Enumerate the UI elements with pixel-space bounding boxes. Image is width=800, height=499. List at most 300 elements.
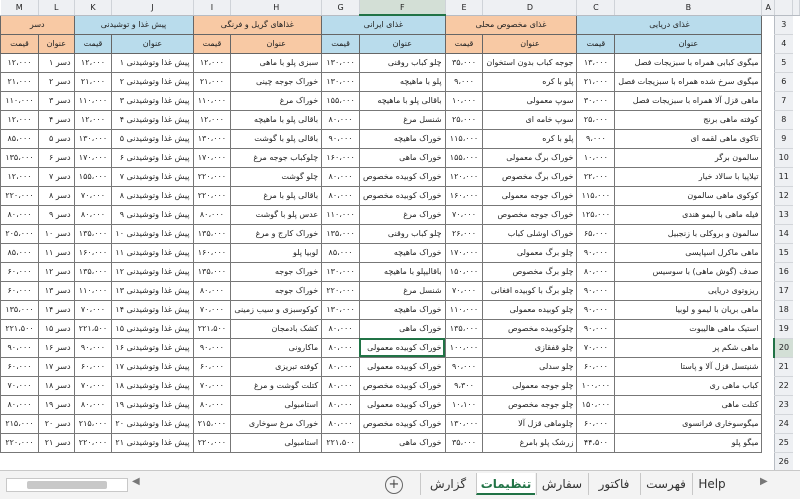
price-cell[interactable]: ۶۰،۰۰۰ — [193, 357, 231, 376]
row-header-20[interactable]: 20 — [774, 338, 792, 357]
empty-cell[interactable] — [322, 452, 360, 470]
row-header-7[interactable]: 7 — [774, 91, 792, 110]
title-cell[interactable]: پیش غذا وتوشیدنی ۱۴ — [112, 300, 193, 319]
title-cell[interactable]: سوپ خامه ای — [483, 110, 577, 129]
title-cell[interactable]: سالمون و بروکلی با زنجبیل — [615, 224, 762, 243]
price-cell[interactable]: ۲۵،۰۰۰ — [577, 110, 615, 129]
price-cell[interactable]: ۱۳۰،۰۰۰ — [322, 72, 360, 91]
title-cell[interactable]: ماهی شکم پر — [615, 338, 762, 357]
price-cell[interactable]: ۳۵،۰۰۰ — [445, 53, 483, 72]
price-cell[interactable]: ۱۰۰،۰۰۰ — [577, 376, 615, 395]
title-cell[interactable]: پیش غذا وتوشیدنی ۱۳ — [112, 281, 193, 300]
title-cell[interactable]: پیش غذا وتوشیدنی ۱۶ — [112, 338, 193, 357]
title-cell[interactable]: چلو کوبیده معمولی — [483, 300, 577, 319]
price-cell[interactable]: ۱۲۵،۰۰۰ — [577, 205, 615, 224]
price-cell[interactable]: ۷۰،۰۰۰ — [74, 376, 112, 395]
column-header-b[interactable]: B — [615, 0, 762, 15]
price-cell[interactable]: ۲۲۰،۰۰۰ — [322, 281, 360, 300]
column-header-k[interactable]: K — [74, 0, 112, 15]
price-cell[interactable]: ۱۵۵،۰۰۰ — [74, 167, 112, 186]
price-cell[interactable]: ۲۲۰،۰۰۰ — [74, 433, 112, 452]
title-cell[interactable]: پیش غذا وتوشیدنی ۱۸ — [112, 376, 193, 395]
column-header-d[interactable]: D — [483, 0, 577, 15]
price-cell[interactable]: ۹۰،۰۰۰ — [577, 281, 615, 300]
price-cell[interactable]: ۱۶۰،۰۰۰ — [74, 243, 112, 262]
title-cell[interactable]: پیش غذا وتوشیدنی ۵ — [112, 129, 193, 148]
price-cell[interactable]: ۲۱،۰۰۰ — [577, 72, 615, 91]
price-cell[interactable]: ۱۶۰،۰۰۰ — [445, 186, 483, 205]
title-cell[interactable]: دسر ۱ — [39, 53, 75, 72]
title-cell[interactable]: دسر ۹ — [39, 205, 75, 224]
title-cell[interactable]: چلوکوبیده مخصوص — [483, 319, 577, 338]
price-cell[interactable]: ۱۵۵،۰۰۰ — [322, 91, 360, 110]
price-cell[interactable]: ۱۱۵،۰۰۰ — [445, 129, 483, 148]
title-cell[interactable]: کشک بادمجان — [231, 319, 322, 338]
title-cell[interactable]: خوراک برگ مخصوص — [483, 167, 577, 186]
title-cell[interactable]: چلوکباب جوجه مرغ — [231, 148, 322, 167]
title-cell[interactable]: خوراک کوبیده مخصوص — [359, 414, 445, 433]
price-cell[interactable]: ۱۳۵،۰۰۰ — [74, 262, 112, 281]
title-cell[interactable]: دسر ۱۳ — [39, 281, 75, 300]
title-cell[interactable]: میگوی کبابی همراه با سبزیجات فصل — [615, 53, 762, 72]
row-header-22[interactable]: 22 — [774, 376, 792, 395]
price-cell[interactable]: ۲۵،۰۰۰ — [445, 110, 483, 129]
title-cell[interactable]: خوراک ماهیچه — [359, 300, 445, 319]
title-cell[interactable]: خوراک مرغ — [359, 205, 445, 224]
price-cell[interactable]: ۱۳۰،۰۰۰ — [322, 262, 360, 281]
title-cell[interactable]: باقالی پلو با ماهیچه — [359, 91, 445, 110]
price-cell[interactable]: ۱۳،۰۰۰ — [577, 53, 615, 72]
price-cell[interactable]: ۱۲۰،۰۰۰ — [445, 167, 483, 186]
empty-cell[interactable] — [193, 452, 231, 470]
title-cell[interactable]: کتلت گوشت و مرغ — [231, 376, 322, 395]
title-cell[interactable]: پلو با ماهیچه — [359, 72, 445, 91]
title-cell[interactable]: باقالی پلو با مرغ — [231, 186, 322, 205]
price-cell[interactable]: ۱۱۰،۰۰۰ — [445, 300, 483, 319]
title-cell[interactable]: کباب ماهی ری — [615, 376, 762, 395]
title-cell[interactable]: چلو برگ با کوبیده افغانی — [483, 281, 577, 300]
column-header-j[interactable]: J — [112, 0, 193, 15]
empty-cell[interactable] — [112, 452, 193, 470]
row-header-11[interactable]: 11 — [774, 167, 792, 186]
title-cell[interactable]: کتلت ماهی — [615, 395, 762, 414]
price-cell[interactable]: ۱۲،۰۰۰ — [1, 110, 39, 129]
title-cell[interactable]: خوراک کوبیده مخصوص — [359, 167, 445, 186]
title-cell[interactable]: جوجه کباب بدون استخوان — [483, 53, 577, 72]
row-header-23[interactable]: 23 — [774, 395, 792, 414]
row-header-8[interactable]: 8 — [774, 110, 792, 129]
title-cell[interactable]: تیلاپیا با سالاد خیار — [615, 167, 762, 186]
title-cell[interactable]: میگوسوخاری فرانسوی — [615, 414, 762, 433]
price-cell[interactable]: ۱۲،۰۰۰ — [74, 53, 112, 72]
title-cell[interactable]: میگو پلو — [615, 433, 762, 452]
title-cell[interactable]: چلو سدلی — [483, 357, 577, 376]
price-cell[interactable]: ۷۰،۰۰۰ — [1, 376, 39, 395]
price-cell[interactable]: ۱۳۵،۰۰۰ — [322, 224, 360, 243]
title-cell[interactable]: دسر ۲ — [39, 72, 75, 91]
title-cell[interactable]: استیک ماهی هالیبوت — [615, 319, 762, 338]
empty-cell[interactable] — [74, 452, 112, 470]
title-cell[interactable]: ریزوتوی دریایی — [615, 281, 762, 300]
price-cell[interactable]: ۱۵۵،۰۰۰ — [445, 148, 483, 167]
title-cell[interactable]: پیش غذا وتوشیدنی ۱ — [112, 53, 193, 72]
price-cell[interactable]: ۲۲۱،۵۰۰ — [1, 319, 39, 338]
price-cell[interactable]: ۶۵،۰۰۰ — [577, 224, 615, 243]
title-cell[interactable]: چلو قفقازی — [483, 338, 577, 357]
title-cell[interactable]: دسر ۱۲ — [39, 262, 75, 281]
price-cell[interactable]: ۸۰،۰۰۰ — [1, 395, 39, 414]
title-cell[interactable]: دسر ۱۵ — [39, 319, 75, 338]
title-cell[interactable]: سالمون برگر — [615, 148, 762, 167]
price-cell[interactable]: ۹۰،۰۰۰ — [577, 319, 615, 338]
title-cell[interactable]: خوراک ماهی — [359, 433, 445, 452]
title-cell[interactable]: ماهی قزل آلا همراه با سبزیجات فصل — [615, 91, 762, 110]
price-cell[interactable]: ۱۶۰،۰۰۰ — [193, 243, 231, 262]
title-cell[interactable]: شنیتسل قزل آلا و پاستا — [615, 357, 762, 376]
title-cell[interactable]: دسر ۵ — [39, 129, 75, 148]
price-cell[interactable]: ۷۰،۰۰۰ — [193, 376, 231, 395]
price-cell[interactable]: ۸۰،۰۰۰ — [322, 376, 360, 395]
price-cell[interactable]: ۲۰۵،۰۰۰ — [1, 224, 39, 243]
title-cell[interactable]: خوراک کوبیده معمولی — [359, 357, 445, 376]
price-cell[interactable]: ۱۰۰،۰۰۰ — [445, 338, 483, 357]
price-cell[interactable]: ۸۰،۰۰۰ — [322, 167, 360, 186]
price-cell[interactable]: ۸۰،۰۰۰ — [74, 205, 112, 224]
price-cell[interactable]: ۸۰،۰۰۰ — [193, 395, 231, 414]
title-cell[interactable]: چلو کباب روقنی — [359, 224, 445, 243]
price-cell[interactable]: ۱۳۰،۰۰۰ — [193, 129, 231, 148]
price-cell[interactable]: ۶۰،۰۰۰ — [1, 357, 39, 376]
price-cell[interactable]: ۹۰،۰۰۰ — [1, 338, 39, 357]
tab-help[interactable]: Help — [692, 473, 731, 495]
price-cell[interactable]: ۱۳۵،۰۰۰ — [1, 148, 39, 167]
title-cell[interactable]: پیش غذا وتوشیدنی ۹ — [112, 205, 193, 224]
title-cell[interactable]: شنسل مرغ — [359, 110, 445, 129]
title-cell[interactable]: سبزی پلو با ماهی — [231, 53, 322, 72]
title-cell[interactable]: دسر ۸ — [39, 186, 75, 205]
column-header-f[interactable]: F — [359, 0, 445, 15]
price-cell[interactable]: ۸۵،۰۰۰ — [1, 129, 39, 148]
column-header-h[interactable]: H — [231, 0, 322, 15]
title-cell[interactable]: خوراک جوجه چینی — [231, 72, 322, 91]
title-cell[interactable]: چلو برگ معمولی — [483, 243, 577, 262]
column-header-e[interactable]: E — [445, 0, 483, 15]
price-cell[interactable]: ۹۰،۰۰۰ — [577, 243, 615, 262]
price-cell[interactable]: ۹،۰۰۰ — [577, 129, 615, 148]
row-header-17[interactable]: 17 — [774, 281, 792, 300]
title-cell[interactable]: دسر ۳ — [39, 91, 75, 110]
title-cell[interactable]: خوراک کوبیده معمولی — [359, 395, 445, 414]
price-cell[interactable]: ۱۳۵،۰۰۰ — [445, 319, 483, 338]
column-header-m[interactable]: M — [1, 0, 39, 15]
tab-order[interactable]: سفارش — [536, 473, 587, 495]
title-cell[interactable]: تاکوی ماهی لقمه ای — [615, 129, 762, 148]
title-cell[interactable]: پیش غذا وتوشیدنی ۲ — [112, 72, 193, 91]
price-cell[interactable]: ۲۲،۰۰۰ — [577, 167, 615, 186]
empty-cell[interactable] — [577, 452, 615, 470]
empty-cell[interactable] — [359, 452, 445, 470]
row-header-21[interactable]: 21 — [774, 357, 792, 376]
title-cell[interactable]: پیش غذا وتوشیدنی ۱۷ — [112, 357, 193, 376]
price-cell[interactable]: ۲۶،۰۰۰ — [445, 224, 483, 243]
price-cell[interactable]: ۸۰،۰۰۰ — [1, 205, 39, 224]
price-cell[interactable]: ۱۱۰،۰۰۰ — [74, 91, 112, 110]
price-cell[interactable]: ۳۵،۰۰۰ — [445, 433, 483, 452]
price-cell[interactable]: ۱۳۰،۰۰۰ — [74, 129, 112, 148]
price-cell[interactable]: ۷۰،۰۰۰ — [74, 186, 112, 205]
title-cell[interactable]: میگوی سرخ شده همراه با سبزیجات فصل — [615, 72, 762, 91]
price-cell[interactable]: ۹۰،۰۰۰ — [193, 338, 231, 357]
scroll-left-icon[interactable]: ◀ — [132, 476, 140, 487]
title-cell[interactable]: خوراک جوجه — [231, 281, 322, 300]
title-cell[interactable]: پیش غذا وتوشیدنی ۱۵ — [112, 319, 193, 338]
price-cell[interactable]: ۹۰،۰۰۰ — [445, 357, 483, 376]
price-cell[interactable]: ۱۲،۰۰۰ — [193, 110, 231, 129]
title-cell[interactable]: پیش غذا وتوشیدنی ۲۱ — [112, 433, 193, 452]
price-cell[interactable]: ۱۳۰،۰۰۰ — [322, 300, 360, 319]
price-cell[interactable]: ۲۲۰،۰۰۰ — [193, 433, 231, 452]
price-cell[interactable]: ۱۳۰،۰۰۰ — [445, 414, 483, 433]
column-header-a[interactable]: A — [762, 0, 774, 15]
row-header-10[interactable]: 10 — [774, 148, 792, 167]
price-cell[interactable]: ۶۰،۰۰۰ — [1, 281, 39, 300]
price-cell[interactable]: ۸۰،۰۰۰ — [322, 319, 360, 338]
title-cell[interactable]: خوراک کوبیده مخصوص — [359, 186, 445, 205]
column-header-g[interactable]: G — [322, 0, 360, 15]
title-cell[interactable]: استامبولی — [231, 395, 322, 414]
price-cell[interactable]: ۶۰،۰۰۰ — [1, 262, 39, 281]
title-cell[interactable]: دسر ۱۴ — [39, 300, 75, 319]
title-cell[interactable]: باقالیپلو با ماهیچه — [359, 262, 445, 281]
title-cell[interactable]: خوراک کوبیده معمولی — [359, 338, 445, 357]
price-cell[interactable]: ۲۲۰،۰۰۰ — [1, 433, 39, 452]
price-cell[interactable]: ۶۰،۰۰۰ — [577, 414, 615, 433]
title-cell[interactable]: خوراک کوبیده مخصوص — [359, 376, 445, 395]
empty-cell[interactable] — [483, 452, 577, 470]
price-cell[interactable]: ۲۱،۰۰۰ — [1, 72, 39, 91]
row-header-5[interactable]: 5 — [774, 53, 792, 72]
price-cell[interactable]: ۹،۳۰۰ — [445, 376, 483, 395]
row-header-6[interactable]: 6 — [774, 72, 792, 91]
title-cell[interactable]: پیش غذا وتوشیدنی ۷ — [112, 167, 193, 186]
select-all-corner[interactable] — [793, 0, 800, 15]
title-cell[interactable]: چلوماهی قزل آلا — [483, 414, 577, 433]
tab-settings[interactable]: تنظیمات — [476, 473, 535, 495]
price-cell[interactable]: ۲۱۵،۰۰۰ — [74, 414, 112, 433]
title-cell[interactable]: خوراک جوجه — [231, 262, 322, 281]
price-cell[interactable]: ۲۲۱،۵۰۰ — [322, 433, 360, 452]
price-cell[interactable]: ۱۲،۰۰۰ — [74, 110, 112, 129]
column-header-i[interactable]: I — [193, 0, 231, 15]
title-cell[interactable]: چلو جوجه مخصوص — [483, 395, 577, 414]
title-cell[interactable]: پلو با کره — [483, 129, 577, 148]
title-cell[interactable]: دسر ۱۸ — [39, 376, 75, 395]
title-cell[interactable]: ماهی بریان با لیمو و لوبیا — [615, 300, 762, 319]
title-cell[interactable]: چلو برگ مخصوص — [483, 262, 577, 281]
price-cell[interactable]: ۱۵۰،۰۰۰ — [577, 395, 615, 414]
price-cell[interactable]: ۸۰،۰۰۰ — [74, 395, 112, 414]
title-cell[interactable]: پیش غذا وتوشیدنی ۴ — [112, 110, 193, 129]
title-cell[interactable]: دسر ۲۰ — [39, 414, 75, 433]
price-cell[interactable]: ۱۳۵،۰۰۰ — [193, 224, 231, 243]
price-cell[interactable]: ۲۱،۰۰۰ — [74, 72, 112, 91]
title-cell[interactable]: دسر ۷ — [39, 167, 75, 186]
price-cell[interactable]: ۷۰،۰۰۰ — [445, 281, 483, 300]
price-cell[interactable]: ۱۳۰،۰۰۰ — [322, 53, 360, 72]
title-cell[interactable]: باقالی پلو با ماهیچه — [231, 110, 322, 129]
title-cell[interactable]: دسر ۱۰ — [39, 224, 75, 243]
title-cell[interactable]: پیش غذا وتوشیدنی ۱۹ — [112, 395, 193, 414]
empty-cell[interactable] — [231, 452, 322, 470]
price-cell[interactable]: ۸۵،۰۰۰ — [1, 243, 39, 262]
tab-invoice[interactable]: فاکتور — [588, 473, 639, 495]
price-cell[interactable]: ۱۷۰،۰۰۰ — [74, 148, 112, 167]
price-cell[interactable]: ۱۰،۰۰۰ — [445, 91, 483, 110]
price-cell[interactable]: ۸۰،۰۰۰ — [193, 205, 231, 224]
row-header-13[interactable]: 13 — [774, 205, 792, 224]
empty-cell[interactable] — [1, 452, 39, 470]
row-header-26[interactable]: 26 — [774, 452, 792, 470]
price-cell[interactable]: ۸۰،۰۰۰ — [577, 262, 615, 281]
price-cell[interactable]: ۸۰،۰۰۰ — [322, 395, 360, 414]
row-header-12[interactable]: 12 — [774, 186, 792, 205]
price-cell[interactable]: ۸۵،۰۰۰ — [322, 243, 360, 262]
price-cell[interactable]: ۱۲،۰۰۰ — [1, 53, 39, 72]
title-cell[interactable]: پیش غذا وتوشیدنی ۲۰ — [112, 414, 193, 433]
price-cell[interactable]: ۲۲۰،۰۰۰ — [193, 186, 231, 205]
row-header-3[interactable]: 3 — [774, 15, 792, 34]
price-cell[interactable]: ۹۰،۰۰۰ — [74, 338, 112, 357]
price-cell[interactable]: ۱۱۰،۰۰۰ — [322, 205, 360, 224]
horizontal-scrollbar[interactable] — [6, 478, 128, 492]
title-cell[interactable]: پیش غذا وتوشیدنی ۱۰ — [112, 224, 193, 243]
price-cell[interactable]: ۷۰،۰۰۰ — [445, 205, 483, 224]
title-cell[interactable]: باقالی پلو با گوشت — [231, 129, 322, 148]
price-cell[interactable]: ۱۰،۰۰۰ — [577, 148, 615, 167]
price-cell[interactable]: ۸۰،۰۰۰ — [322, 186, 360, 205]
title-cell[interactable]: فیله ماهی با لیمو هندی — [615, 205, 762, 224]
title-cell[interactable]: کوکوی ماهی سالمون — [615, 186, 762, 205]
price-cell[interactable]: ۱۷۰،۰۰۰ — [445, 243, 483, 262]
title-cell[interactable]: شنسل مرغ — [359, 281, 445, 300]
tab-report[interactable]: گزارش — [420, 473, 475, 495]
price-cell[interactable]: ۷۰،۰۰۰ — [74, 300, 112, 319]
row-header-9[interactable]: 9 — [774, 129, 792, 148]
title-cell[interactable]: کوفته ماهی برنج — [615, 110, 762, 129]
row-header-14[interactable]: 14 — [774, 224, 792, 243]
title-cell[interactable]: خوراک مرغ سوخاری — [231, 414, 322, 433]
price-cell[interactable]: ۹،۰۰۰ — [445, 72, 483, 91]
title-cell[interactable]: دسر ۱۹ — [39, 395, 75, 414]
title-cell[interactable]: پیش غذا وتوشیدنی ۸ — [112, 186, 193, 205]
price-cell[interactable]: ۴۴،۵۰۰ — [577, 433, 615, 452]
column-header-c[interactable]: C — [577, 0, 615, 15]
title-cell[interactable]: پیش غذا وتوشیدنی ۳ — [112, 91, 193, 110]
tab-index[interactable]: فهرست — [640, 473, 691, 495]
title-cell[interactable]: استامبولی — [231, 433, 322, 452]
price-cell[interactable]: ۸۰،۰۰۰ — [193, 281, 231, 300]
price-cell[interactable]: ۱۰،۱۰۰ — [445, 395, 483, 414]
title-cell[interactable]: دسر ۲۱ — [39, 433, 75, 452]
title-cell[interactable]: خوراک جوجه مخصوص — [483, 205, 577, 224]
price-cell[interactable]: ۱۲،۰۰۰ — [1, 167, 39, 186]
price-cell[interactable]: ۲۲۱،۵۰۰ — [193, 319, 231, 338]
title-cell[interactable]: دسر ۴ — [39, 110, 75, 129]
price-cell[interactable]: ۱۱۰،۰۰۰ — [1, 91, 39, 110]
price-cell[interactable]: ۱۳۵،۰۰۰ — [74, 224, 112, 243]
title-cell[interactable]: خوراک اوشلی کباب — [483, 224, 577, 243]
title-cell[interactable]: ماکارونی — [231, 338, 322, 357]
price-cell[interactable]: ۹۰،۰۰۰ — [322, 129, 360, 148]
price-cell[interactable]: ۱۱۰،۰۰۰ — [193, 91, 231, 110]
price-cell[interactable]: ۱۱۵،۰۰۰ — [577, 186, 615, 205]
price-cell[interactable]: ۷۰،۰۰۰ — [577, 338, 615, 357]
row-header-4[interactable]: 4 — [774, 34, 792, 53]
title-cell[interactable]: صدف (گوش ماهی) با سوسیس — [615, 262, 762, 281]
price-cell[interactable]: ۹۰،۰۰۰ — [577, 300, 615, 319]
title-cell[interactable]: عدس پلو با گوشت — [231, 205, 322, 224]
title-cell[interactable]: پیش غذا وتوشیدنی ۱۲ — [112, 262, 193, 281]
empty-cell[interactable] — [39, 452, 75, 470]
price-cell[interactable]: ۱۱۰،۰۰۰ — [74, 281, 112, 300]
row-header-25[interactable]: 25 — [774, 433, 792, 452]
title-cell[interactable]: دسر ۱۶ — [39, 338, 75, 357]
title-cell[interactable]: کوفته تبریزی — [231, 357, 322, 376]
price-cell[interactable]: ۳۰،۰۰۰ — [577, 91, 615, 110]
title-cell[interactable]: خوراک جوجه معمولی — [483, 186, 577, 205]
title-cell[interactable]: پیش غذا وتوشیدنی ۱۱ — [112, 243, 193, 262]
row-header-19[interactable]: 19 — [774, 319, 792, 338]
price-cell[interactable]: ۲۲۱،۵۰۰ — [74, 319, 112, 338]
title-cell[interactable]: خوراک کارج و مرغ — [231, 224, 322, 243]
scrollbar-thumb[interactable] — [27, 481, 107, 489]
row-header-18[interactable]: 18 — [774, 300, 792, 319]
add-sheet-button[interactable]: + — [385, 476, 403, 494]
title-cell[interactable]: خوراک ماهیچه — [359, 129, 445, 148]
title-cell[interactable]: خوراک ماهیچه — [359, 243, 445, 262]
title-cell[interactable]: چلو جوجه معمولی — [483, 376, 577, 395]
title-cell[interactable]: ماهی ماکرل اسپایسی — [615, 243, 762, 262]
price-cell[interactable]: ۲۱۵،۰۰۰ — [1, 414, 39, 433]
title-cell[interactable]: لوبیا پلو — [231, 243, 322, 262]
title-cell[interactable]: دسر ۱۷ — [39, 357, 75, 376]
price-cell[interactable]: ۱۳۵،۰۰۰ — [193, 262, 231, 281]
price-cell[interactable]: ۱۷۰،۰۰۰ — [193, 148, 231, 167]
price-cell[interactable]: ۱۲،۰۰۰ — [193, 53, 231, 72]
price-cell[interactable]: ۱۶۰،۰۰۰ — [322, 148, 360, 167]
title-cell[interactable]: چلو گوشت — [231, 167, 322, 186]
price-cell[interactable]: ۲۱۵،۰۰۰ — [193, 414, 231, 433]
price-cell[interactable]: ۶۰،۰۰۰ — [74, 357, 112, 376]
row-header-16[interactable]: 16 — [774, 262, 792, 281]
title-cell[interactable]: پیش غذا وتوشیدنی ۶ — [112, 148, 193, 167]
empty-cell[interactable] — [615, 452, 762, 470]
price-cell[interactable]: ۸۰،۰۰۰ — [322, 357, 360, 376]
column-header-l[interactable]: L — [39, 0, 75, 15]
price-cell[interactable]: ۷۰،۰۰۰ — [193, 300, 231, 319]
title-cell[interactable]: دسر ۶ — [39, 148, 75, 167]
row-header-15[interactable]: 15 — [774, 243, 792, 262]
title-cell[interactable]: سوپ معمولی — [483, 91, 577, 110]
title-cell[interactable]: خوراک ماهی — [359, 148, 445, 167]
price-cell[interactable]: ۲۲۰،۰۰۰ — [193, 167, 231, 186]
price-cell[interactable]: ۸۰،۰۰۰ — [322, 414, 360, 433]
price-cell[interactable]: ۸۰،۰۰۰ — [322, 338, 360, 357]
title-cell[interactable]: زرشک پلو بامرغ — [483, 433, 577, 452]
title-cell[interactable]: کوکوسبزی و سیب زمینی — [231, 300, 322, 319]
price-cell[interactable]: ۱۳۵،۰۰۰ — [1, 300, 39, 319]
price-cell[interactable]: ۲۱،۰۰۰ — [193, 72, 231, 91]
